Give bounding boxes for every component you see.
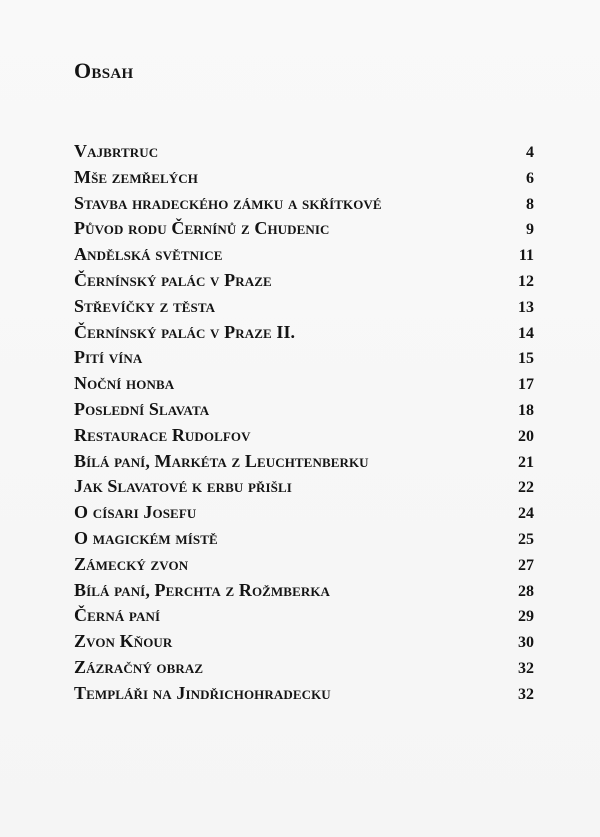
toc-entry-title: Původ rodu Černínů z Chudenic xyxy=(74,218,330,239)
toc-entry-title: Bílá paní, Perchta z Rožmberka xyxy=(74,579,331,600)
page-title: Obsah xyxy=(74,58,134,83)
toc-entry-page-number: 9 xyxy=(526,221,534,239)
table-of-contents xyxy=(74,141,534,709)
toc-entry-title: Zámecký zvon xyxy=(74,553,189,574)
toc-entry-title: Andělská světnice xyxy=(74,244,223,265)
toc-entry-page-number: 4 xyxy=(526,144,534,161)
toc-entry xyxy=(74,244,534,270)
toc-entry xyxy=(74,322,534,348)
toc-entry-page-number: 17 xyxy=(518,376,534,394)
toc-entry-title: Noční honba xyxy=(74,373,175,394)
toc-entry-page-number: 6 xyxy=(526,169,534,187)
toc-entry-title: Poslední Slavata xyxy=(74,398,210,419)
toc-entry-page-number: 28 xyxy=(518,582,534,600)
toc-entry-page-number: 21 xyxy=(518,453,534,471)
toc-entry-title: Pití vína xyxy=(74,347,143,368)
toc-entry xyxy=(74,141,534,167)
toc-entry xyxy=(74,631,534,657)
toc-entry xyxy=(74,193,534,219)
toc-entry xyxy=(74,502,534,528)
toc-entry-page-number: 30 xyxy=(518,634,534,652)
toc-entry-page-number: 18 xyxy=(518,401,534,419)
toc-entry xyxy=(74,347,534,373)
toc-entry xyxy=(74,580,534,606)
toc-entry xyxy=(74,399,534,425)
toc-entry-page-number: 25 xyxy=(518,530,534,548)
toc-entry xyxy=(74,657,534,683)
toc-entry xyxy=(74,167,534,193)
toc-entry-title: Vajbrtruc xyxy=(74,141,159,161)
toc-entry xyxy=(74,605,534,631)
toc-entry-title: Bílá paní, Markéta z Leuchtenberku xyxy=(74,450,369,471)
toc-entry-page-number: 13 xyxy=(518,298,534,316)
toc-entry-title: Černá paní xyxy=(74,605,161,626)
toc-entry-page-number: 20 xyxy=(518,427,534,445)
toc-entry-title: Templáři na Jindřichohradecku xyxy=(74,682,331,703)
toc-entry xyxy=(74,528,534,554)
toc-entry xyxy=(74,451,534,477)
toc-entry-page-number: 15 xyxy=(518,350,534,368)
toc-entry-page-number: 14 xyxy=(518,324,534,342)
toc-entry-page-number: 32 xyxy=(518,685,534,703)
toc-entry-title: Zvon Kňour xyxy=(74,631,173,652)
toc-entry-title: O císari Josefu xyxy=(74,502,197,523)
toc-entry xyxy=(74,218,534,244)
toc-entry-title: Mše zemřelých xyxy=(74,166,198,187)
toc-entry-title: O magickém místě xyxy=(74,527,218,548)
toc-entry xyxy=(74,296,534,322)
toc-entry-title: Černínský palác v Praze II. xyxy=(74,321,296,342)
toc-entry xyxy=(74,270,534,296)
toc-entry-title: Restaurace Rudolfov xyxy=(74,424,251,445)
toc-entry xyxy=(74,373,534,399)
toc-entry-page-number: 8 xyxy=(526,195,534,213)
toc-entry xyxy=(74,683,534,709)
toc-entry-title: Jak Slavatové k erbu přišli xyxy=(74,476,292,497)
toc-entry-page-number: 24 xyxy=(518,505,534,523)
toc-entry-page-number: 29 xyxy=(518,608,534,626)
toc-entry-title: Černínský palác v Praze xyxy=(74,269,272,290)
toc-entry-page-number: 32 xyxy=(518,659,534,677)
toc-entry-title: Střevíčky z těsta xyxy=(74,295,216,316)
toc-entry-title: Zázračný obraz xyxy=(74,656,204,677)
toc-entry-page-number: 27 xyxy=(518,556,534,574)
toc-entry xyxy=(74,425,534,451)
toc-entry xyxy=(74,476,534,502)
toc-entry-title: Stavba hradeckého zámku a skřítkové xyxy=(74,192,382,213)
toc-entry-page-number: 22 xyxy=(518,479,534,497)
toc-entry-page-number: 12 xyxy=(518,272,534,290)
toc-entry xyxy=(74,554,534,580)
toc-entry-page-number: 11 xyxy=(518,247,534,265)
